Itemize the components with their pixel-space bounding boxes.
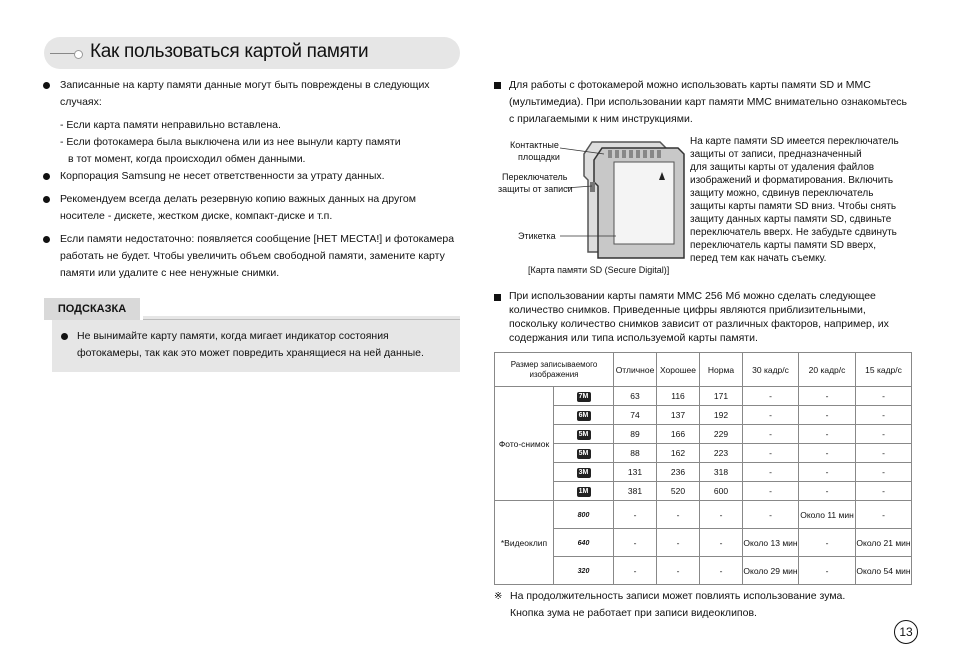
table-cell: 229 <box>700 425 743 444</box>
table-cell: - <box>657 557 700 585</box>
bullet3-text: Рекомендуем всегда делать резервную копию важных данных на другом <box>60 193 416 205</box>
hint-line1: Не вынимайте карту памяти, когда мигает индикатор состояния <box>77 330 389 342</box>
mmc-description-line: количество снимков. Приведенные цифры являются приблизительными, <box>509 304 866 316</box>
intro-line1: Для работы с фотокамерой можно использовать карты памяти SD и MMC <box>509 79 871 91</box>
image-size-icon: 6M <box>577 411 591 421</box>
table-cell: - <box>856 444 912 463</box>
label-contacts: Контактные <box>510 140 559 150</box>
table-cell: - <box>743 387 799 406</box>
quality-icon-cell <box>554 406 614 425</box>
bullet-dot <box>43 236 50 243</box>
dash1-text: - Если карта памяти неправильно вставлена. <box>60 119 281 131</box>
table-cell: - <box>743 463 799 482</box>
table-cell: - <box>799 387 856 406</box>
table-cell: 131 <box>614 463 657 482</box>
table-header: Норма <box>700 353 743 387</box>
quality-icon-cell <box>554 444 614 463</box>
bullet1-text-cont: случаях: <box>60 96 102 108</box>
table-cell: 318 <box>700 463 743 482</box>
table-cell: 89 <box>614 425 657 444</box>
table-cell: - <box>743 406 799 425</box>
table-cell: - <box>700 501 743 529</box>
capacity-table <box>494 352 912 585</box>
mmc-description-line: содержания или типа используемой карты памяти. <box>509 332 758 344</box>
table-row <box>495 425 912 444</box>
page-title: Как пользоваться картой памяти <box>90 41 369 62</box>
table-cell: - <box>856 501 912 529</box>
table-cell: 166 <box>657 425 700 444</box>
table-cell: 116 <box>657 387 700 406</box>
note-line2: Кнопка зума не работает при записи видеоклипов. <box>510 607 757 619</box>
video-size-icon-cell <box>554 529 614 557</box>
table-cell: - <box>700 557 743 585</box>
table-cell: 236 <box>657 463 700 482</box>
table-row <box>495 444 912 463</box>
table-row <box>495 387 912 406</box>
hint-label: ПОДСКАЗКА <box>44 298 143 320</box>
photo-group-label: Фото-снимок <box>495 387 554 501</box>
page-number: 13 <box>894 620 918 644</box>
table-cell: - <box>799 463 856 482</box>
square-bullet <box>494 82 501 89</box>
label-sticker: Этикетка <box>518 231 556 241</box>
table-row <box>495 501 912 529</box>
table-cell: Около 54 мин <box>856 557 912 585</box>
table-cell: - <box>700 529 743 557</box>
table-cell: - <box>799 529 856 557</box>
table-cell: - <box>743 501 799 529</box>
table-cell: 74 <box>614 406 657 425</box>
table-cell: 63 <box>614 387 657 406</box>
label-switch: Переключатель <box>502 172 568 182</box>
intro-line3: с прилагаемыми к ним инструкциями. <box>509 113 693 125</box>
quality-icon-cell <box>554 387 614 406</box>
table-cell: - <box>856 463 912 482</box>
table-cell: - <box>799 482 856 501</box>
note-line1: На продолжительность записи может повлиять использование зума. <box>510 590 846 602</box>
table-cell: - <box>856 482 912 501</box>
table-row <box>495 529 912 557</box>
table-cell: - <box>799 444 856 463</box>
image-size-icon: 1M <box>577 487 591 497</box>
table-cell: - <box>614 557 657 585</box>
table-cell: - <box>614 529 657 557</box>
table-cell: - <box>743 444 799 463</box>
table-cell: - <box>614 501 657 529</box>
table-header: Отличное <box>614 353 657 387</box>
sd-description-line: защиту можно, сдвинув переключатель <box>690 188 874 199</box>
label-switch-cont: защиты от записи <box>498 184 573 194</box>
sd-description-line: переключатель карты памяти SD вверх, <box>690 240 877 251</box>
table-header-row <box>495 353 912 387</box>
table-header-size: Размер записываемого изображения <box>495 353 614 387</box>
note-mark: ※ <box>494 591 503 602</box>
table-cell: - <box>799 425 856 444</box>
table-header: 20 кадр/с <box>799 353 856 387</box>
intro-line2: (мультимедиа). При использовании карт памяти MMC внимательно ознакомьтесь <box>509 96 908 108</box>
title-decoration-dot <box>74 50 83 59</box>
table-header: 15 кадр/с <box>856 353 912 387</box>
image-size-icon: 5M <box>577 430 591 440</box>
table-row <box>495 463 912 482</box>
quality-icon-cell <box>554 425 614 444</box>
sd-description-line: перед тем как начать съемку. <box>690 253 827 264</box>
dash2-text: - Если фотокамера была выключена или из нее вынули карту памяти <box>60 136 401 148</box>
sd-description-line: защиты карты памяти SD вниз. Чтобы снять <box>690 201 897 212</box>
table-cell: 192 <box>700 406 743 425</box>
table-header: 30 кадр/с <box>743 353 799 387</box>
bullet-dot <box>43 173 50 180</box>
table-header: Хорошее <box>657 353 700 387</box>
quality-icon-cell <box>554 463 614 482</box>
image-size-icon: 3M <box>577 468 591 478</box>
label-contacts-cont: площадки <box>518 152 560 162</box>
bullet4-text-cont2: памяти или удалите с нее ненужные снимки. <box>60 267 280 279</box>
video-size-icon-cell <box>554 557 614 585</box>
bullet-dot <box>43 196 50 203</box>
sd-description-line: На карте памяти SD имеется переключатель <box>690 136 899 147</box>
sd-description-line: защиту данных карты памяти SD, сдвиньте <box>690 214 892 225</box>
image-size-icon: 7M <box>577 392 591 402</box>
dash2-text-cont: в тот момент, когда происходил обмен данными. <box>68 153 306 165</box>
mmc-description-line: поскольку количество снимков зависит от различных факторов, например, их <box>509 318 889 330</box>
bullet4-text: Если памяти недостаточно: появляется сообщение [НЕТ МЕСТА!] и фотокамера <box>60 233 455 245</box>
table-cell: - <box>856 387 912 406</box>
image-size-icon: 5M <box>577 449 591 459</box>
table-cell: Около 29 мин <box>743 557 799 585</box>
table-cell: - <box>657 529 700 557</box>
bullet4-text-cont: работать не будет. Чтобы увеличить объем свободной памяти, замените карту <box>60 250 445 262</box>
table-cell: 600 <box>700 482 743 501</box>
bullet1-text: Записанные на карту памяти данные могут быть повреждены в следующих <box>60 79 430 91</box>
bullet3-text-cont: носителе - дискете, жестком диске, компакт-диске и т.п. <box>60 210 333 222</box>
table-cell: Около 11 мин <box>799 501 856 529</box>
sd-caption: [Карта памяти SD (Secure Digital)] <box>528 265 670 275</box>
table-cell: 520 <box>657 482 700 501</box>
video-size-icon: 640 <box>577 539 590 547</box>
sd-description-line: переключатель вверх. Не забудьте сдвинуть <box>690 227 897 238</box>
mmc-description-line: При использовании карты памяти MMC 256 Мб можно сделать следующее <box>509 290 876 302</box>
video-size-icon-cell <box>554 501 614 529</box>
table-cell: 223 <box>700 444 743 463</box>
table-cell: - <box>657 501 700 529</box>
table-cell: - <box>743 482 799 501</box>
table-cell: - <box>799 557 856 585</box>
table-cell: 137 <box>657 406 700 425</box>
hint-line2: фотокамеры, так как это может повредить хранящиеся на ней данные. <box>77 347 424 359</box>
square-bullet <box>494 294 501 301</box>
table-row <box>495 557 912 585</box>
table-cell: 381 <box>614 482 657 501</box>
table-cell: 162 <box>657 444 700 463</box>
video-size-icon: 320 <box>577 567 590 575</box>
bullet-dot <box>43 82 50 89</box>
table-cell: 88 <box>614 444 657 463</box>
table-cell: 171 <box>700 387 743 406</box>
table-row <box>495 406 912 425</box>
bullet2-text: Корпорация Samsung не несет ответственности за утрату данных. <box>60 170 385 182</box>
table-cell: Около 21 мин <box>856 529 912 557</box>
bullet-dot <box>61 333 68 340</box>
table-row <box>495 482 912 501</box>
table-cell: - <box>799 406 856 425</box>
video-group-label: *Видеоклип <box>495 501 554 585</box>
sd-description-line: защиты от записи, предназначенный <box>690 149 862 160</box>
table-cell: - <box>856 425 912 444</box>
video-size-icon: 800 <box>577 511 590 519</box>
table-cell: - <box>743 425 799 444</box>
table-cell: - <box>856 406 912 425</box>
quality-icon-cell <box>554 482 614 501</box>
sd-description-line: изображений и форматирования. Включить <box>690 175 894 186</box>
sd-description-line: для защиты карты от удаления файлов <box>690 162 875 173</box>
table-cell: Около 13 мин <box>743 529 799 557</box>
